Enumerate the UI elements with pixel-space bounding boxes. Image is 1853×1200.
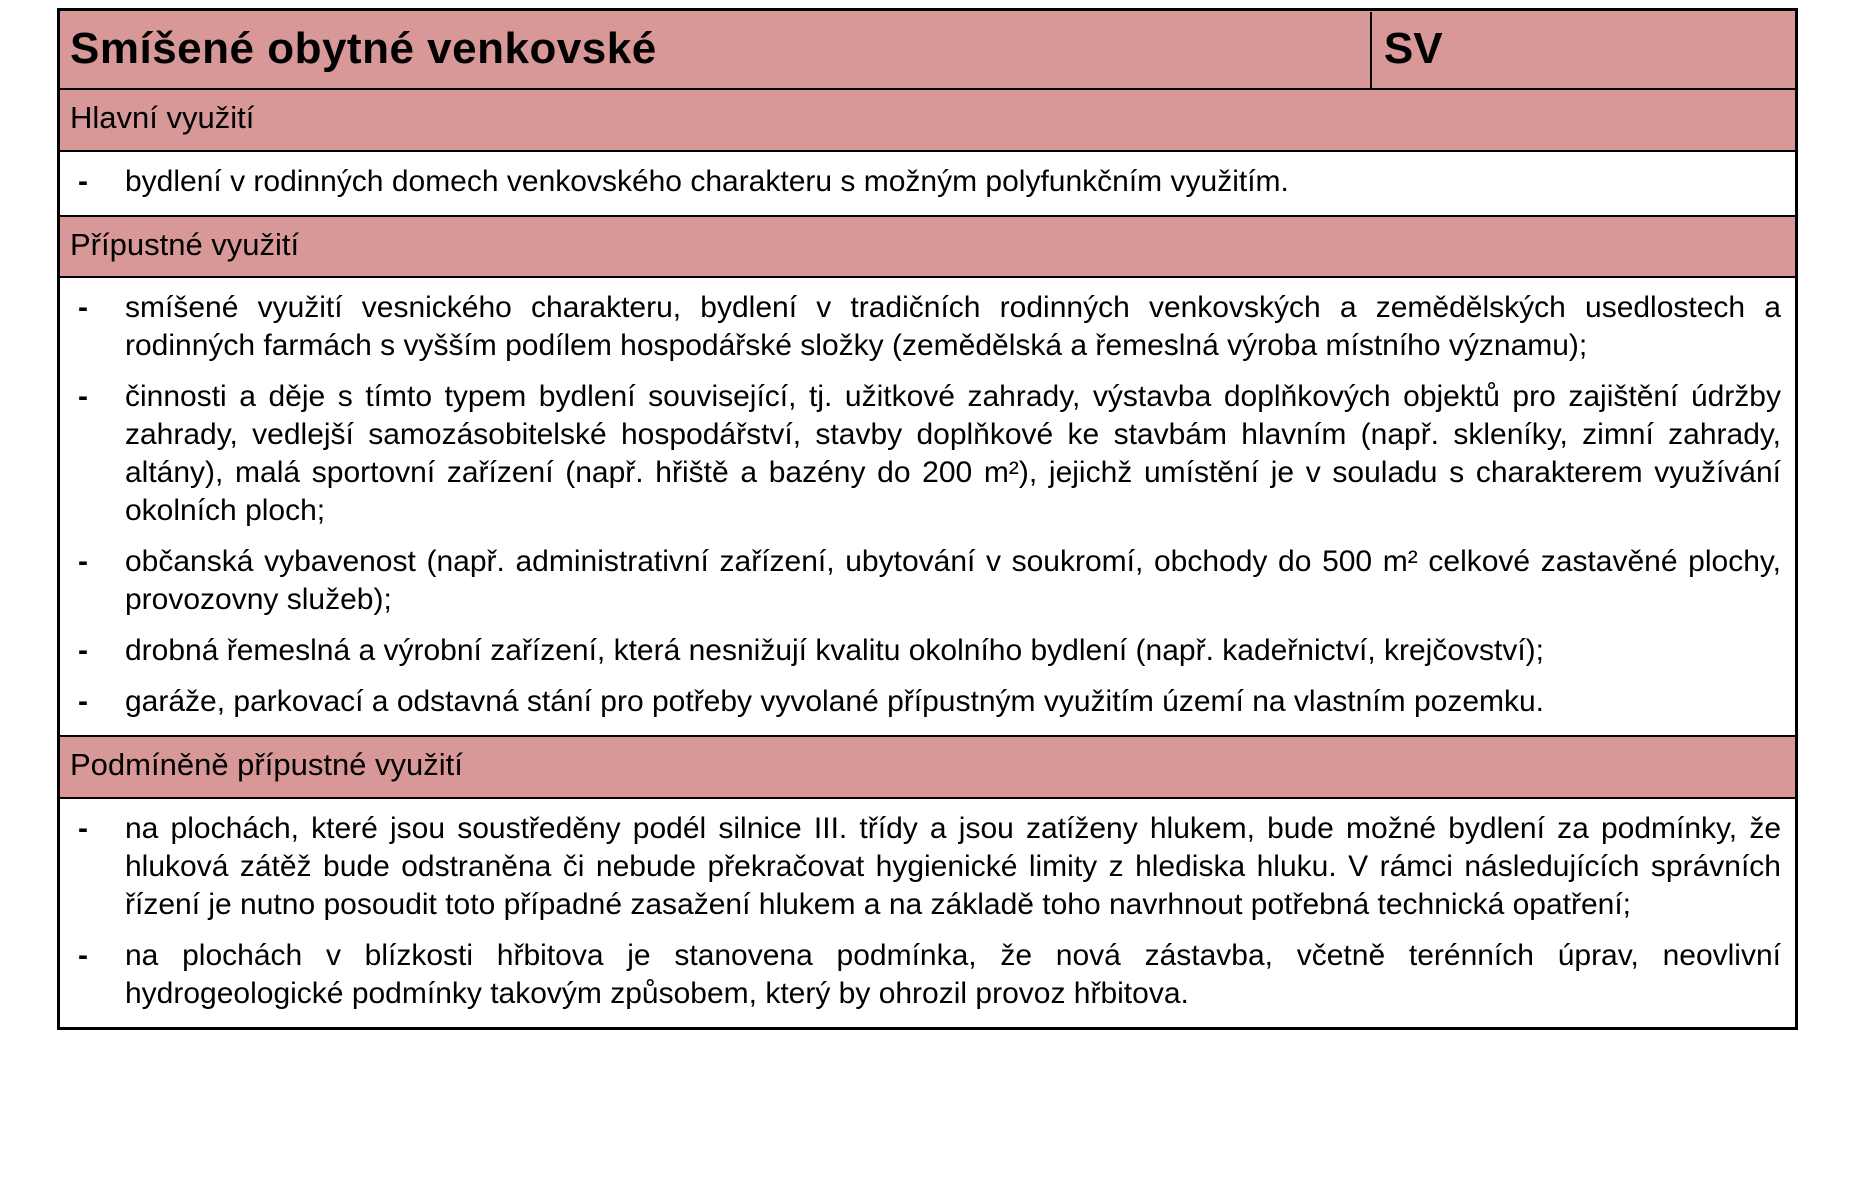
zone-title: Smíšené obytné venkovské bbox=[70, 23, 657, 73]
bullet-text: činnosti a děje s tímto typem bydlení související, tj. užitkové zahrady, výstavba doplňkových objektů pro zajištění údržby zahrady, vedlejší samozásobitelské hospodářství, stavby doplňkové ke stavbám hlavním (např. skleníky, zimní zahrady, altány), malá sportovní zařízení (např. hřiště a bazény do 200 m²), jejichž umístění je v souladu s charakterem využívání okolních ploch; bbox=[125, 380, 1781, 528]
bullet-text: bydlení v rodinných domech venkovského charakteru s možným polyfunkčním využitím. bbox=[125, 164, 1289, 198]
bullet-dash-icon: - bbox=[78, 380, 88, 414]
section-header-conditionally-permissible-use: Podmíněně přípustné využití bbox=[60, 735, 1795, 797]
bullet-item bbox=[60, 632, 1795, 670]
bullet-dash-icon: - bbox=[78, 634, 88, 668]
bullet-text: na plochách v blízkosti hřbitova je stanovena podmínka, že nová zástavba, včetně terénních úprav, neovlivní hydrogeologické podmínky takovým způsobem, který by ohrozil provoz hřbitova. bbox=[125, 938, 1781, 1010]
bullet-item bbox=[60, 937, 1795, 1013]
bullet-item bbox=[60, 683, 1795, 721]
section-body-conditionally-permissible-use bbox=[60, 797, 1795, 1027]
bullet-text: na plochách, které jsou soustředěny podél silnice III. třídy a jsou zatíženy hlukem, bude možné bydlení za podmínky, že hluková zátěž bude odstraněna či nebude překračovat hygienické limity z hlediska hluku. V rámci následujících správních řízení je nutno posoudit toto případné zasažení hlukem a na základě toho navrhnout potřebná technická opatření; bbox=[125, 811, 1781, 921]
section-header-permissible-use: Přípustné využití bbox=[60, 215, 1795, 277]
bullet-dash-icon: - bbox=[78, 938, 88, 972]
bullet-dash-icon: - bbox=[78, 164, 88, 198]
bullet-dash-icon: - bbox=[78, 291, 88, 325]
bullet-item bbox=[60, 289, 1795, 365]
bullet-dash-icon: - bbox=[78, 811, 88, 845]
bullet-text: garáže, parkovací a odstavná stání pro potřeby vyvolané přípustným využitím území na vlastním pozemku. bbox=[125, 685, 1545, 719]
section-header-main-use: Hlavní využití bbox=[60, 88, 1795, 150]
bullet-item bbox=[60, 163, 1795, 201]
title-row bbox=[60, 11, 1795, 88]
zoning-table bbox=[57, 8, 1798, 1030]
bullet-text: smíšené využití vesnického charakteru, bydlení v tradičních rodinných venkovských a zemědělských usedlostech a rodinných farmách s vyšším podílem hospodářské složky (zemědělská a řemeslná výroba místního významu); bbox=[125, 291, 1781, 363]
zone-code: SV bbox=[1370, 12, 1795, 88]
section-body-permissible-use bbox=[60, 276, 1795, 735]
bullet-text: drobná řemeslná a výrobní zařízení, která nesnižují kvalitu okolního bydlení (např. kadeřnictví, krejčovství); bbox=[125, 634, 1545, 668]
bullet-item bbox=[60, 378, 1795, 530]
bullet-dash-icon: - bbox=[78, 545, 88, 579]
bullet-dash-icon: - bbox=[78, 685, 88, 719]
bullet-item bbox=[60, 810, 1795, 924]
bullet-item bbox=[60, 543, 1795, 619]
bullet-text: občanská vybavenost (např. administrativní zařízení, ubytování v soukromí, obchody do 500 m² celkové zastavěné plochy, provozovny služeb); bbox=[125, 545, 1781, 617]
section-body-main-use bbox=[60, 150, 1795, 215]
